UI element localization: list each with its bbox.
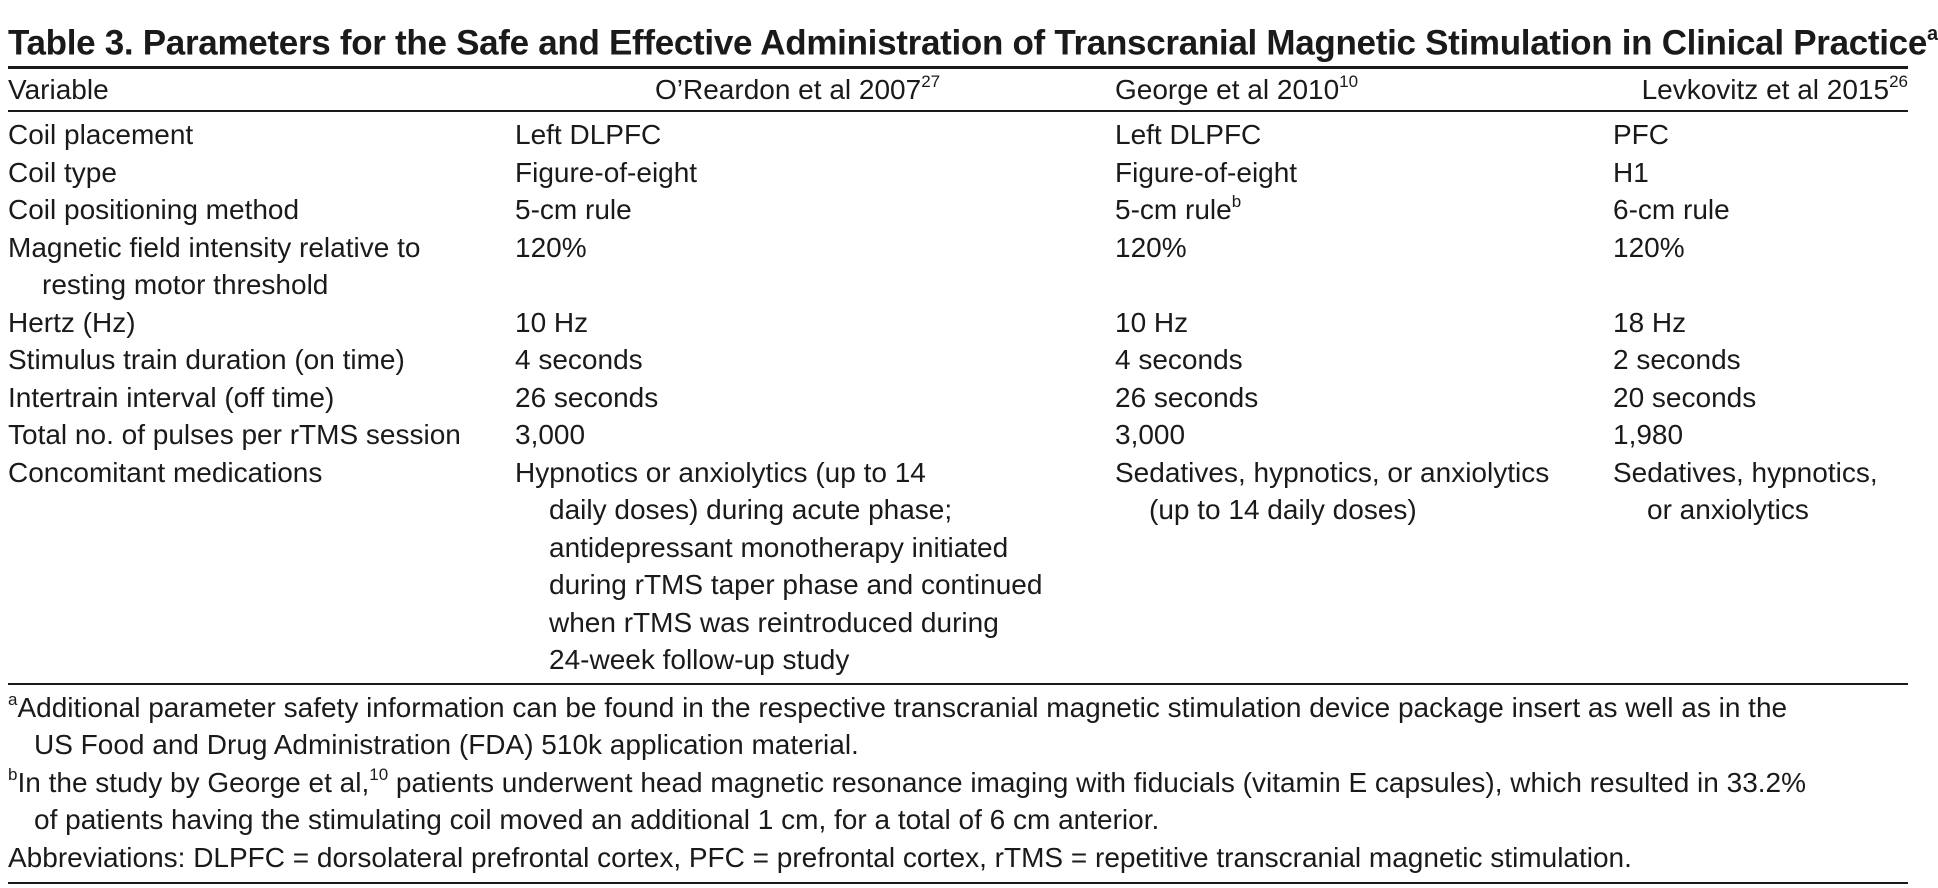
footnote-b-text: In the study by George et al, bbox=[17, 766, 370, 798]
table-row bbox=[8, 112, 1908, 154]
table-header bbox=[8, 69, 1908, 111]
cell-study3: 6-cm rule bbox=[1613, 194, 1730, 226]
footnote-b bbox=[8, 764, 1908, 839]
table-footnotes bbox=[8, 685, 1908, 883]
cell-line: Sedatives, hypnotics, or anxiolytics bbox=[1115, 456, 1550, 488]
cell-study1: 5-cm rule bbox=[515, 194, 632, 226]
cell-line: during rTMS taper phase and continued bbox=[549, 569, 1043, 601]
cell-study2: 120% bbox=[1115, 231, 1187, 263]
cell-study2: Left DLPFC bbox=[1115, 119, 1262, 151]
cell-line: Hypnotics or anxiolytics (up to 14 bbox=[515, 456, 926, 488]
cell-study1: 26 seconds bbox=[515, 381, 659, 413]
cell-study2: 3,000 bbox=[1115, 419, 1186, 451]
cell-study2: Figure-of-eight bbox=[1115, 156, 1298, 188]
cell-study1: 4 seconds bbox=[515, 344, 643, 376]
cell-study2 bbox=[1115, 454, 1613, 683]
cell-study1: Left DLPFC bbox=[515, 119, 662, 151]
cell-study1: 3,000 bbox=[515, 419, 586, 451]
title-footnote-marker: a bbox=[1927, 23, 1938, 45]
cell-line: (up to 14 daily doses) bbox=[1149, 494, 1417, 526]
cell-line: Sedatives, hypnotics, bbox=[1613, 456, 1878, 488]
table-row bbox=[8, 416, 1908, 454]
cell-study1 bbox=[515, 454, 1115, 683]
cell-study3: H1 bbox=[1613, 156, 1649, 188]
abbreviations-note: Abbreviations: DLPFC = dorsolateral prefrontal cortex, PFC = prefrontal cortex, rTMS = repetitive transcranial magnetic stimulation. bbox=[8, 841, 1632, 873]
footer-rule bbox=[8, 882, 1908, 884]
table-row bbox=[8, 379, 1908, 417]
cell-study3: PFC bbox=[1613, 119, 1669, 151]
cell-study3: 120% bbox=[1613, 231, 1685, 263]
cell-study2: 10 Hz bbox=[1115, 306, 1189, 338]
cell-variable: Coil type bbox=[8, 156, 117, 188]
cell-variable bbox=[8, 229, 515, 304]
table-title bbox=[8, 0, 1938, 66]
cell-line: 24-week follow-up study bbox=[549, 644, 850, 676]
cell-variable: Total no. of pulses per rTMS session bbox=[8, 419, 461, 451]
cell-variable: Hertz (Hz) bbox=[8, 306, 136, 338]
footnote-a-marker: a bbox=[8, 689, 18, 709]
cell-study1: 10 Hz bbox=[515, 306, 589, 338]
cell-study2: 26 seconds bbox=[1115, 381, 1259, 413]
cell-study2-text: 5-cm rule bbox=[1115, 194, 1232, 226]
cell-variable: Stimulus train duration (on time) bbox=[8, 344, 405, 376]
parameters-table-body bbox=[8, 112, 1908, 683]
footnote-a bbox=[8, 689, 1908, 764]
cell-study3 bbox=[1613, 454, 1908, 683]
cell-variable: Concomitant medications bbox=[8, 456, 323, 488]
cell-line: when rTMS was reintroduced during bbox=[549, 606, 999, 638]
header-row bbox=[8, 69, 1908, 111]
cell-study2 bbox=[1115, 191, 1613, 229]
cell-study3: 18 Hz bbox=[1613, 306, 1687, 338]
cell-study1: 120% bbox=[515, 231, 587, 263]
header-study-levkovitz bbox=[1613, 69, 1908, 111]
cell-line: or anxiolytics bbox=[1647, 494, 1809, 526]
table-row bbox=[8, 154, 1908, 192]
header-study-george bbox=[1115, 69, 1613, 111]
table-row bbox=[8, 454, 1908, 683]
header-study-george-label: George et al 2010 bbox=[1115, 73, 1340, 105]
table-body bbox=[8, 112, 1908, 683]
footnote-b-ref: 10 bbox=[369, 764, 389, 784]
table-row bbox=[8, 191, 1908, 229]
footnote-b-marker: b bbox=[8, 764, 18, 784]
table-row bbox=[8, 341, 1908, 379]
header-study-oreardon-ref: 27 bbox=[921, 71, 941, 91]
header-study-oreardon-label: O’Reardon et al 2007 bbox=[655, 73, 922, 105]
cell-variable-line: Magnetic field intensity relative to bbox=[8, 231, 421, 263]
footnote-b-line: of patients having the stimulating coil moved an additional 1 cm, for a total of 6 cm anterior. bbox=[34, 804, 1160, 836]
cell-variable: Coil positioning method bbox=[8, 194, 300, 226]
header-variable: Variable bbox=[8, 73, 109, 105]
cell-variable: Coil placement bbox=[8, 119, 194, 151]
table-row bbox=[8, 229, 1908, 304]
cell-study2: 4 seconds bbox=[1115, 344, 1243, 376]
footnote-a-line: US Food and Drug Administration (FDA) 510k application material. bbox=[34, 729, 859, 761]
footnote-b-text: patients underwent head magnetic resonance imaging with fiducials (vitamin E capsules), which resulted in 33.2% bbox=[388, 766, 1807, 798]
footnote-a-line: Additional parameter safety information can be found in the respective transcranial magnetic stimulation device package insert as well as in the bbox=[17, 691, 1788, 723]
parameters-table bbox=[8, 69, 1908, 111]
cell-study3: 1,980 bbox=[1613, 419, 1684, 451]
footnote-marker-b: b bbox=[1231, 192, 1242, 212]
cell-line: daily doses) during acute phase; bbox=[549, 494, 953, 526]
cell-study3: 20 seconds bbox=[1613, 381, 1757, 413]
table-title-text: Table 3. Parameters for the Safe and Effective Administration of Transcranial Magnetic Stimulation in Clinical Practice bbox=[8, 23, 1928, 63]
header-study-oreardon bbox=[515, 69, 1115, 111]
table-row bbox=[8, 304, 1908, 342]
cell-variable: Intertrain interval (off time) bbox=[8, 381, 335, 413]
cell-study3: 2 seconds bbox=[1613, 344, 1741, 376]
cell-line: antidepressant monotherapy initiated bbox=[549, 531, 1009, 563]
header-study-levkovitz-label: Levkovitz et al 2015 bbox=[1641, 73, 1890, 105]
table-container bbox=[8, 0, 1938, 884]
header-study-george-ref: 10 bbox=[1339, 71, 1359, 91]
cell-variable-line: resting motor threshold bbox=[42, 269, 329, 301]
cell-study1: Figure-of-eight bbox=[515, 156, 698, 188]
header-study-levkovitz-ref: 26 bbox=[1889, 71, 1908, 91]
